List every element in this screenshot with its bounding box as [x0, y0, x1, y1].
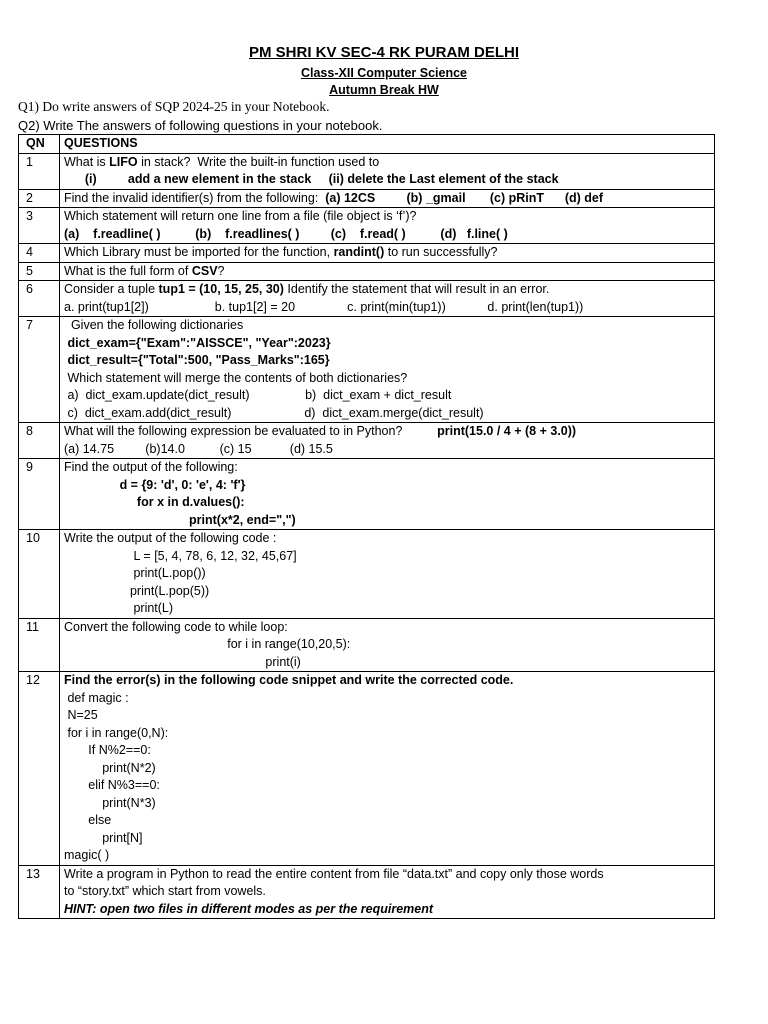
question-line	[64, 494, 710, 512]
text-segment: (a) 14.75 (b)14.0 (c) 15 (d) 15.5	[64, 441, 333, 456]
table-row	[19, 281, 715, 317]
question-number: 8	[19, 423, 60, 459]
question-line	[64, 226, 710, 244]
question-line	[64, 760, 710, 778]
text-segment: ?	[217, 263, 225, 278]
question-number: 4	[19, 244, 60, 263]
table-row	[19, 618, 715, 672]
text-segment: Find the invalid identifier(s) from the following:	[64, 190, 326, 205]
question-line	[64, 847, 710, 865]
question-number: 1	[19, 153, 60, 189]
question-line	[64, 583, 710, 601]
text-segment: dict_result={"Total":500, "Pass_Marks":165}	[64, 353, 330, 367]
question-line	[64, 690, 710, 708]
text-segment: to run successfully?	[384, 245, 498, 259]
text-segment: Consider a tuple	[64, 282, 159, 296]
text-segment: print(L.pop(5))	[64, 583, 210, 598]
table-row	[19, 189, 715, 208]
text-segment: Convert the following code to while loop:	[64, 619, 288, 634]
text-segment: def magic :	[64, 690, 129, 705]
text-segment: What is the full form of	[64, 263, 192, 278]
text-segment: elif N%3==0:	[64, 778, 160, 792]
question-line	[64, 830, 710, 848]
question-line	[64, 530, 710, 548]
column-header-questions: QUESTIONS	[60, 135, 715, 154]
text-segment: If N%2==0:	[64, 743, 151, 757]
class-subject: Class-XII Computer Science	[300, 66, 468, 80]
question-text	[60, 618, 715, 672]
question-line	[64, 812, 710, 830]
question-line	[64, 725, 710, 743]
question-number: 12	[19, 672, 60, 866]
text-segment: Find the error(s) in the following code snippet and write the corrected code.	[64, 673, 514, 687]
table-row	[19, 153, 715, 189]
question-line	[64, 441, 710, 459]
question-number: 6	[19, 281, 60, 317]
question-line	[64, 299, 710, 317]
text-segment: a) dict_exam.update(dict_result) b) dict_exam + dict_result	[64, 388, 452, 402]
homework-title: Autumn Break HW	[329, 83, 439, 97]
question-text	[60, 153, 715, 189]
question-text	[60, 865, 715, 919]
question-text	[60, 530, 715, 619]
question-line	[64, 672, 710, 690]
question-line	[64, 707, 710, 725]
text-segment: (a) 12CS (b) _gmail (c) pRinT (d) def	[325, 190, 604, 205]
question-line	[64, 512, 710, 530]
table-row	[19, 865, 715, 919]
text-segment: for x in d.values():	[64, 495, 245, 509]
text-segment: Write a program in Python to read the entire content from file “data.txt” and copy only those words	[64, 866, 604, 881]
text-segment: in stack? Write the built-in function used to	[137, 154, 380, 169]
table-row	[19, 459, 715, 530]
text-segment: dict_exam={"Exam":"AISSCE", "Year":2023}	[64, 335, 331, 350]
question-line	[64, 866, 710, 884]
question-line	[64, 405, 710, 423]
text-segment: Identify the statement that will result in an error.	[283, 282, 550, 296]
question-line	[64, 636, 710, 654]
question-line	[64, 777, 710, 795]
text-segment: (i) add a new element in the stack (ii) delete the Last element of the stack	[64, 172, 559, 186]
text-segment: print(i)	[64, 654, 301, 669]
text-segment: What is	[64, 154, 110, 169]
table-row	[19, 262, 715, 281]
question-text	[60, 281, 715, 317]
column-header-qn: QN	[19, 135, 60, 154]
text-segment: print(x*2, end=",")	[64, 512, 296, 527]
instruction-q1: Q1) Do write answers of SQP 2024-25 in your Notebook.	[18, 99, 330, 114]
text-segment: LIFO	[109, 154, 138, 169]
text-segment: a. print(tup1[2]) b. tup1[2] = 20 c. print(min(tup1)) d. print(len(tup1))	[64, 299, 584, 314]
instruction-q2: Q2) Write The answers of following questions in your notebook.	[18, 118, 383, 133]
question-line	[64, 423, 710, 441]
text-segment: Which statement will merge the contents of both dictionaries?	[64, 370, 408, 385]
question-line	[64, 317, 710, 335]
question-text	[60, 317, 715, 423]
question-line	[64, 387, 710, 405]
text-segment: print(L)	[64, 601, 174, 615]
question-text	[60, 244, 715, 263]
question-text	[60, 672, 715, 866]
question-line	[64, 370, 710, 388]
table-row	[19, 423, 715, 459]
questions-table	[18, 134, 715, 919]
text-segment: Find the output of the following:	[64, 460, 238, 474]
question-line	[64, 883, 710, 901]
question-text	[60, 189, 715, 208]
text-segment: HINT: open two files in different modes as per the requirement	[64, 901, 434, 916]
question-number: 3	[19, 208, 60, 244]
question-line	[64, 263, 710, 281]
text-segment: for i in range(0,N):	[64, 725, 169, 740]
question-number: 9	[19, 459, 60, 530]
question-line	[64, 281, 710, 299]
question-line	[64, 742, 710, 760]
question-line	[64, 244, 710, 262]
text-segment: magic( )	[64, 848, 110, 862]
question-text	[60, 423, 715, 459]
question-line	[64, 619, 710, 637]
question-number: 7	[19, 317, 60, 423]
text-segment: c) dict_exam.add(dict_result) d) dict_exam.merge(dict_result)	[64, 405, 484, 420]
text-segment: Which Library must be imported for the function,	[64, 245, 334, 259]
text-segment: print(L.pop())	[64, 566, 206, 580]
table-row	[19, 317, 715, 423]
text-segment: print(N*3)	[64, 795, 156, 810]
table-row	[19, 208, 715, 244]
text-segment: for i in range(10,20,5):	[64, 637, 351, 651]
table-row	[19, 244, 715, 263]
question-line	[64, 352, 710, 370]
text-segment: N=25	[64, 708, 98, 722]
text-segment: L = [5, 4, 78, 6, 12, 32, 45,67]	[64, 548, 297, 563]
question-line	[64, 459, 710, 477]
question-line	[64, 190, 710, 208]
question-line	[64, 600, 710, 618]
text-segment: d = {9: 'd', 0: 'e', 4: 'f'}	[64, 477, 246, 492]
question-line	[64, 565, 710, 583]
table-header-row	[19, 135, 715, 154]
question-text	[60, 459, 715, 530]
text-segment: (a) f.readline( ) (b) f.readlines( ) (c) f.read( ) (d) f.line( )	[64, 226, 508, 241]
question-line	[64, 548, 710, 566]
question-line	[64, 901, 710, 919]
text-segment: What will the following expression be evaluated to in Python?	[64, 424, 438, 438]
question-number: 13	[19, 865, 60, 919]
question-number: 5	[19, 262, 60, 281]
question-line	[64, 335, 710, 353]
text-segment: CSV	[191, 263, 218, 278]
school-name: PM SHRI KV SEC-4 RK PURAM DELHI	[248, 44, 520, 61]
question-line	[64, 154, 710, 172]
question-line	[64, 171, 710, 189]
text-segment: print[N]	[64, 830, 143, 845]
text-segment: randint()	[333, 245, 385, 259]
question-number: 2	[19, 189, 60, 208]
question-text	[60, 208, 715, 244]
question-number: 10	[19, 530, 60, 619]
text-segment: print(15.0 / 4 + (8 + 3.0))	[437, 424, 577, 438]
text-segment: tup1 = (10, 15, 25, 30)	[158, 282, 284, 296]
table-row	[19, 530, 715, 619]
text-segment: else	[64, 813, 112, 827]
question-line	[64, 477, 710, 495]
text-segment: print(N*2)	[64, 760, 156, 775]
table-row	[19, 672, 715, 866]
text-segment: Which statement will return one line from a file (file object is ‘f’)?	[64, 209, 417, 223]
question-number: 11	[19, 618, 60, 672]
question-line	[64, 208, 710, 226]
question-text	[60, 262, 715, 281]
text-segment: Given the following dictionaries	[64, 318, 244, 332]
question-line	[64, 795, 710, 813]
text-segment: Write the output of the following code :	[64, 531, 277, 545]
text-segment: to “story.txt” which start from vowels.	[64, 884, 266, 898]
question-line	[64, 654, 710, 672]
